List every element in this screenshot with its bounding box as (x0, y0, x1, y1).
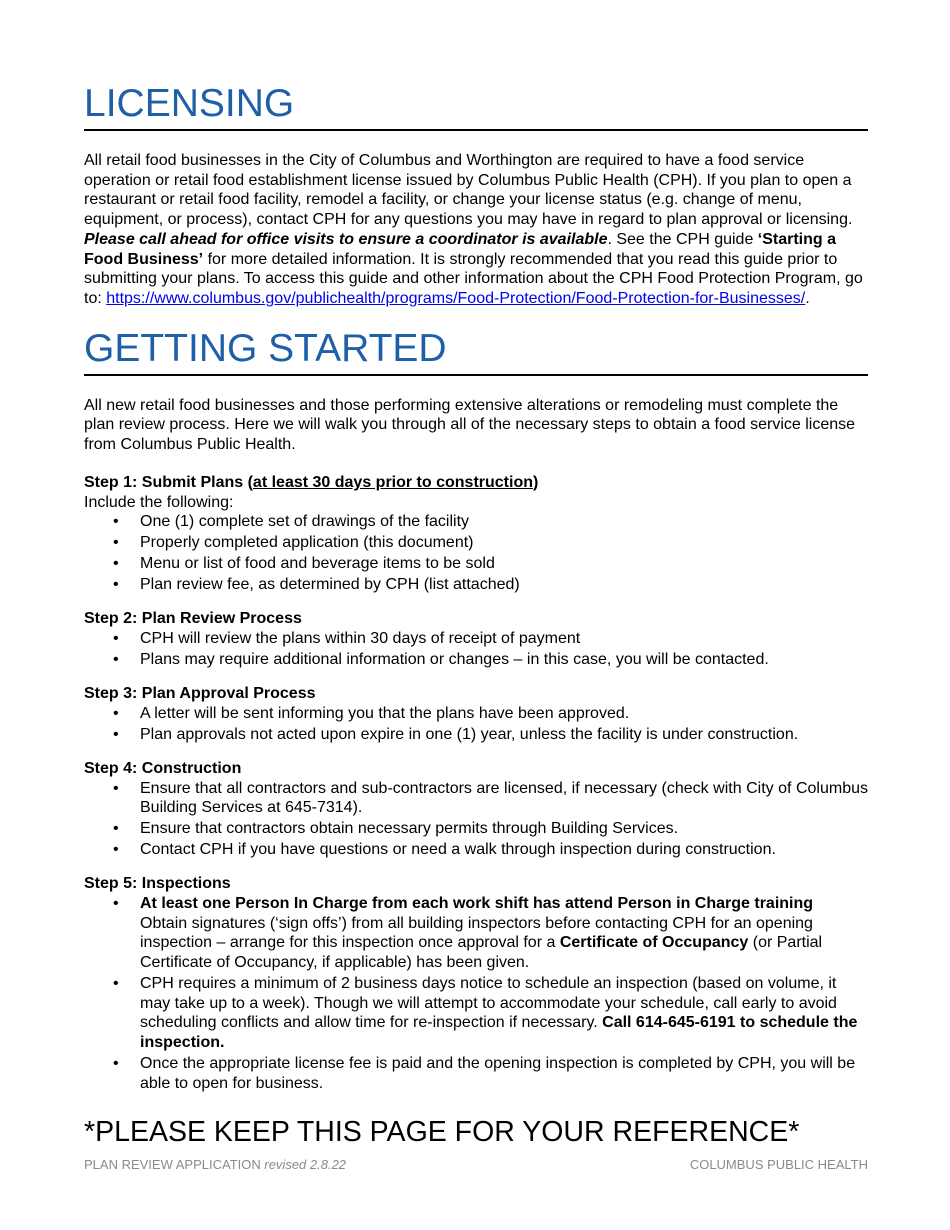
document-page (84, 82, 868, 1148)
licensing-text-1: All retail food businesses in the City of Columbus and Worthington are required to have a food service operation or retail food establishment license issued by Columbus Public Health (CPH). If you plan to open a restaurant or retail food facility, remodel a facility, or change your license status (e.g. change of menu, equipment, or process), contact CPH for any questions you may have in regard to plan approval or licensing. (84, 152, 853, 229)
step-1-section (84, 473, 868, 595)
food-protection-link[interactable]: https://www.columbus.gov/publichealth/programs/Food-Protection/Food-Protection-for-Businesses/ (106, 289, 806, 307)
partial-certificate-text: (or Partial Certificate of Occupancy, if applicable) has been given. (140, 934, 823, 972)
pic-training-requirement: At least one Person In Charge from each work shift has attend Person in Charge training (140, 894, 814, 912)
getting-started-intro: All new retail food businesses and those performing extensive alterations or remodeling must complete the plan review process. Here we will walk you through all of the necessary steps to obtain a food service license from Columbus Public Health. (84, 396, 856, 454)
keep-page-notice: *PLEASE KEEP THIS PAGE FOR YOUR REFERENCE* (84, 1115, 800, 1148)
schedule-phone-callout: Call 614-645-6191 to schedule the inspection. (140, 1014, 858, 1052)
list-item: • Plan approvals not acted upon expire in one (1) year, unless the facility is under construction. (140, 725, 868, 745)
step-1-list (84, 512, 868, 595)
office-visit-emphasis: Please call ahead for office visits to ensure a coordinator is available (84, 230, 608, 248)
footer-left (84, 1157, 346, 1173)
step-1-title-prefix: Step 1: Submit Plans ( (84, 473, 253, 491)
list-item: • Ensure that contractors obtain necessary permits through Building Services. (140, 819, 868, 839)
list-item: • Plans may require additional information or changes – in this case, you will be contacted. (140, 650, 868, 670)
licensing-paragraph (84, 151, 868, 309)
step-3-list (84, 704, 868, 745)
licensing-heading: LICENSING (84, 82, 868, 131)
step-2-list (84, 629, 868, 670)
page-footer (84, 1157, 868, 1173)
footer-right: COLUMBUS PUBLIC HEALTH (689, 1157, 868, 1172)
footer-revision: revised 2.8.22 (264, 1157, 347, 1172)
step-3-title: Step 3: Plan Approval Process (84, 684, 316, 702)
list-item: • A letter will be sent informing you that the plans have been approved. (140, 704, 868, 724)
step-2-title: Step 2: Plan Review Process (84, 610, 302, 628)
step-4-title: Step 4: Construction (84, 759, 242, 777)
licensing-text-end: . (805, 289, 810, 307)
licensing-text-3: for more detailed information. It is strongly recommended that you read this guide prior to submitting your plans. To access this guide and other information about the CPH Food Protection Program, go to: (84, 250, 863, 307)
guide-name: ‘Starting a Food Business’ (84, 230, 837, 268)
certificate-of-occupancy: Certificate of Occupancy (559, 934, 749, 952)
step-1-subtitle: Include the following: (84, 493, 234, 511)
step-5-title: Step 5: Inspections (84, 874, 231, 892)
getting-started-heading: GETTING STARTED (84, 327, 868, 376)
list-item: • Menu or list of food and beverage items to be sold (140, 554, 868, 574)
list-item: • Properly completed application (this document) (140, 533, 868, 553)
list-item: • Contact CPH if you have questions or need a walk through inspection during construction. (140, 840, 868, 860)
list-item: • One (1) complete set of drawings of the facility (140, 512, 868, 532)
list-item: • CPH will review the plans within 30 days of receipt of payment (140, 629, 868, 649)
list-item: • Plan review fee, as determined by CPH (list attached) (140, 575, 868, 595)
list-item: • Ensure that all contractors and sub-contractors are licensed, if necessary (check with City of Columbus Building Services at 645-7314). (140, 779, 868, 818)
licensing-text-2: . See the CPH guide (607, 230, 758, 248)
footer-doc-title: PLAN REVIEW APPLICATION (84, 1157, 265, 1172)
step-4-list (84, 779, 868, 860)
list-item (140, 894, 868, 973)
sign-offs-text: Obtain signatures (‘sign offs’) from all building inspectors before contacting CPH for an opening inspection – arrange for this inspection once approval for a (140, 914, 813, 952)
step-4-section (84, 759, 868, 860)
step-5-list (84, 894, 868, 1094)
step-1-title-suffix: ) (533, 473, 539, 491)
step-2-section (84, 609, 868, 670)
step-5-section (84, 874, 868, 1094)
step-3-section (84, 684, 868, 745)
step-1-title-underlined: at least 30 days prior to construction (252, 473, 533, 491)
notice-requirement-text: CPH requires a minimum of 2 business days notice to schedule an inspection (based on volume, it may take up to a week). Though we will attempt to accommodate your schedule, call early to avoid scheduling conflicts and allow time for re-inspection if necessary. (140, 975, 837, 1032)
step-1-title (84, 473, 868, 493)
list-item: • Once the appropriate license fee is paid and the opening inspection is completed by CPH, you will be able to open for business. (140, 1054, 868, 1093)
list-item (140, 974, 868, 1053)
